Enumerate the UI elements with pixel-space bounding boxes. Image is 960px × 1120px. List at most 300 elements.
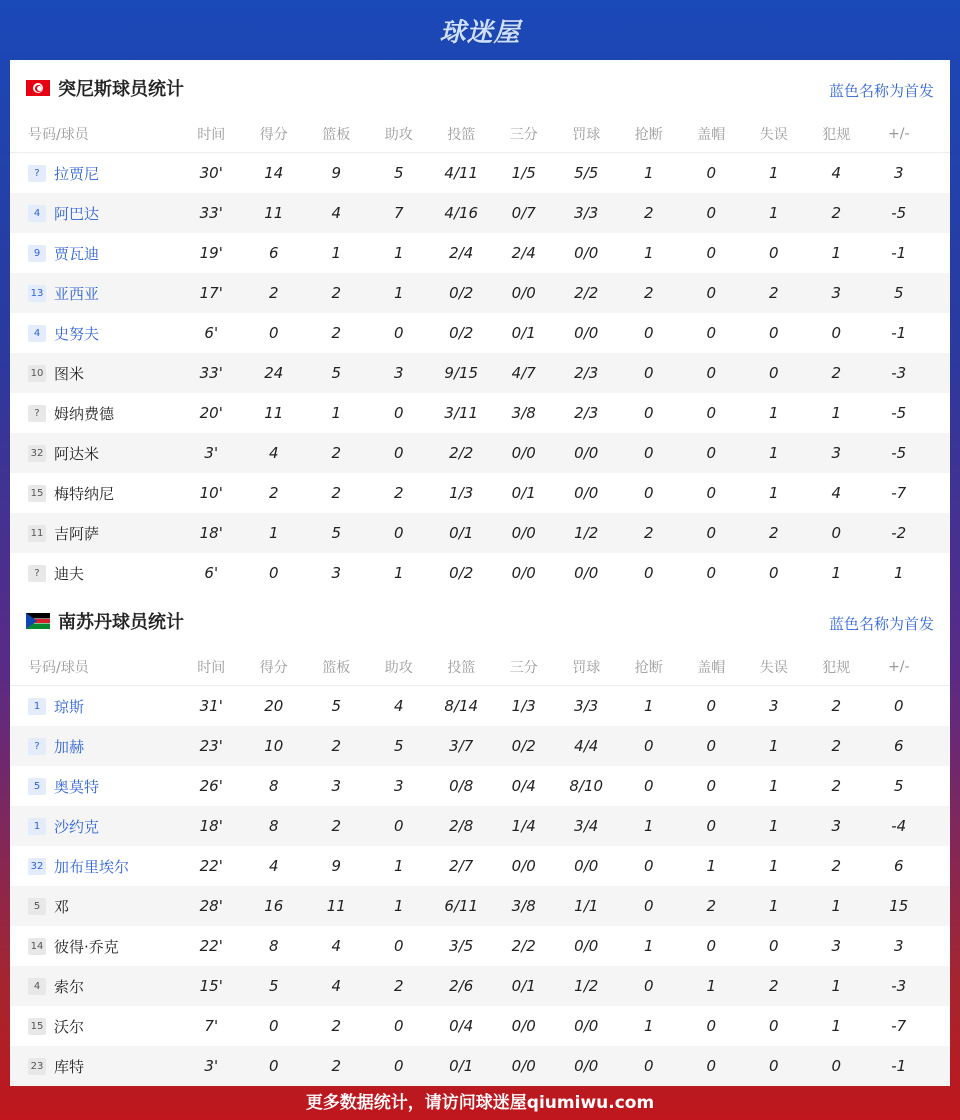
stat-cell: 2 [331,1057,342,1075]
stat-cell: 1/2 [574,977,599,995]
column-header: 助攻 [384,660,413,676]
jersey-number-badge: 5 [28,778,46,795]
stat-cell: 33' [199,204,223,222]
table-row[interactable] [10,886,950,926]
stat-cell: 0/1 [449,1057,474,1075]
player-name[interactable]: 彼得·乔克 [54,937,119,956]
stat-cell: 2 [331,444,342,462]
player-name[interactable]: 吉阿萨 [54,524,100,543]
table-row[interactable] [10,433,950,473]
table-header-row [10,649,950,686]
stat-cell: 0 [831,524,842,542]
stat-cell: 3 [331,564,342,582]
stat-cell: 0 [268,1017,279,1035]
player-cell [10,283,180,304]
player-cell [10,736,180,757]
stat-cell: 1/3 [511,697,536,715]
stat-cell: 1 [331,244,342,262]
table-header-row [10,116,950,153]
stat-cell: 0 [893,697,904,715]
stat-cell: 0 [706,364,717,382]
stat-cell: -1 [891,244,907,262]
table-row[interactable] [10,1006,950,1046]
section-title: 南苏丹球员统计 [58,612,184,633]
stat-cell: 2 [268,484,279,502]
stat-cell: 0 [643,777,654,795]
stat-cell: 6 [268,244,279,262]
stat-cell: 1 [768,204,779,222]
stat-cell: 1 [831,564,842,582]
stat-cell: 6' [204,324,219,342]
stat-cell: 9/15 [444,364,479,382]
stat-cell: 0 [768,937,779,955]
table-row[interactable] [10,766,950,806]
stat-cell: 2 [268,284,279,302]
player-cell [10,776,180,797]
stat-cell: 3 [831,444,842,462]
stat-cell: 0 [393,524,404,542]
section-title: 突尼斯球员统计 [58,79,184,100]
stat-cell: 4 [331,977,342,995]
stat-cell: 28' [199,897,223,915]
stat-cell: 1 [831,404,842,422]
stat-cell: 3/3 [574,204,599,222]
stat-cell: 7 [393,204,404,222]
stat-cell: 2 [331,1017,342,1035]
stat-cell: -2 [891,524,907,542]
starter-legend-note: 蓝色名称为首发 [828,82,934,100]
stat-cell: 2 [331,284,342,302]
stat-cell: 1 [393,857,404,875]
stat-cell: 0/0 [574,1057,599,1075]
jersey-number-badge: 5 [28,898,46,915]
player-cell [10,976,180,997]
stat-cell: 15 [889,897,909,915]
stat-cell: 0/0 [574,484,599,502]
column-header: 抢断 [634,127,663,143]
stat-cell: 0/0 [511,857,536,875]
player-cell [10,563,180,584]
stat-cell: 0/0 [574,444,599,462]
player-cell [10,243,180,264]
stat-cell: 2 [643,284,654,302]
stat-cell: 1 [268,524,279,542]
column-header: +/- [888,126,910,142]
stat-cell: 2 [393,977,404,995]
stat-cell: 4/16 [444,204,479,222]
stat-cell: 0/0 [511,284,536,302]
stat-cell: 0/2 [449,564,474,582]
stat-cell: 0 [643,364,654,382]
stat-cell: 3 [768,697,779,715]
stat-cell: 0 [706,817,717,835]
stat-cell: 0 [268,324,279,342]
stat-cell: 0 [393,1017,404,1035]
stat-cell: 4 [331,937,342,955]
player-name[interactable]: 库特 [54,1057,85,1076]
stat-cell: 1 [831,897,842,915]
stat-cell: 20 [264,697,284,715]
stat-cell: 2 [831,777,842,795]
stat-cell: 0 [643,444,654,462]
column-header: 投篮 [447,127,476,143]
stat-cell: 11 [326,897,346,915]
stat-cell: 9 [331,164,342,182]
stat-cell: 0/0 [511,444,536,462]
stat-cell: 1/2 [574,524,599,542]
stat-cell: 0 [831,324,842,342]
table-row[interactable] [10,806,950,846]
stat-cell: 0 [706,284,717,302]
stat-cell: 33' [199,364,223,382]
stat-cell: 2 [831,737,842,755]
player-cell [10,163,180,184]
table-row[interactable] [10,233,950,273]
column-header: 时间 [197,127,226,143]
stat-cell: 5 [331,697,342,715]
column-header: 号码/球员 [28,127,89,143]
stat-cell: 1 [331,404,342,422]
stat-cell: 0/0 [574,1017,599,1035]
column-header: 失误 [759,127,788,143]
table-row[interactable] [10,273,950,313]
site-logo[interactable]: 球迷屋 [439,17,521,48]
player-cell [10,1056,180,1077]
tunisia-flag-icon [26,80,50,96]
player-name[interactable]: 阿巴达 [54,204,100,223]
stat-cell: 1 [706,977,717,995]
stat-cell: 1 [831,1017,842,1035]
jersey-number-badge: ? [28,565,46,582]
stat-cell: 1 [768,164,779,182]
stat-cell: 6' [204,564,219,582]
stat-cell: 1 [768,444,779,462]
stat-cell: 0/1 [511,324,536,342]
stat-cell: 0 [706,737,717,755]
stat-cell: 1 [893,564,904,582]
column-header: 篮板 [322,660,351,676]
column-header: +/- [888,659,910,675]
stat-cell: 10 [264,737,284,755]
jersey-number-badge: ? [28,405,46,422]
stat-cell: -3 [891,364,907,382]
player-name[interactable]: 奥莫特 [54,777,100,796]
stat-cell: 1/4 [511,817,536,835]
stat-cell: 1 [831,977,842,995]
player-cell [10,816,180,837]
column-header: 篮板 [322,127,351,143]
jersey-number-badge: 15 [28,485,46,502]
player-name[interactable]: 史努夫 [54,324,100,343]
stat-cell: 0 [268,1057,279,1075]
stat-cell: 0 [643,897,654,915]
stat-cell: 18' [199,817,223,835]
player-cell [10,403,180,424]
stat-cell: 6 [893,857,904,875]
player-cell [10,363,180,384]
stat-cell: 18' [199,524,223,542]
table-row[interactable] [10,726,950,766]
stat-cell: 3 [831,284,842,302]
stat-cell: 0/2 [511,737,536,755]
section-header [10,593,950,649]
stat-cell: 0 [268,564,279,582]
stat-cell: 2/4 [511,244,536,262]
stat-cell: -7 [891,1017,907,1035]
stat-cell: 5 [331,524,342,542]
stat-cell: 2/2 [574,284,599,302]
player-name[interactable]: 沙约克 [54,817,100,836]
stat-cell: 1 [643,697,654,715]
column-header: 号码/球员 [28,660,89,676]
stat-cell: 2 [643,204,654,222]
stat-cell: 31' [199,697,223,715]
table-row[interactable] [10,313,950,353]
column-header: 助攻 [384,127,413,143]
jersey-number-badge: 15 [28,1018,46,1035]
stat-cell: 0/0 [574,937,599,955]
stat-cell: -4 [891,817,907,835]
stat-cell: 1 [768,817,779,835]
player-name[interactable]: 梅特纳尼 [54,484,115,503]
stat-cell: 0 [643,977,654,995]
stat-cell: 0 [768,364,779,382]
stat-cell: 2 [393,484,404,502]
column-header: 罚球 [572,127,601,143]
stat-cell: 2/8 [449,817,474,835]
stat-cell: 2/2 [449,444,474,462]
stat-cell: 6/11 [444,897,479,915]
player-name[interactable]: 贾瓦迪 [54,244,100,263]
stat-cell: 4 [268,444,279,462]
stat-cell: 1/1 [574,897,599,915]
stat-cell: -5 [891,204,907,222]
stat-cell: 0 [706,164,717,182]
stat-cell: 10' [199,484,223,502]
table-row[interactable] [10,966,950,1006]
stat-cell: 2 [831,204,842,222]
stat-cell: 0 [768,324,779,342]
stat-cell: 1 [643,244,654,262]
stat-cell: 3 [393,777,404,795]
stat-cell: 0 [643,404,654,422]
stat-cell: 22' [199,857,223,875]
stat-cell: 0 [706,324,717,342]
player-name[interactable]: 加赫 [54,737,85,756]
stat-cell: 0 [831,1057,842,1075]
stat-cell: 1 [643,1017,654,1035]
stat-cell: 0 [706,937,717,955]
stat-cell: 1/5 [511,164,536,182]
footer-banner[interactable] [0,1080,960,1120]
stat-cell: 3 [831,937,842,955]
table-row[interactable] [10,353,950,393]
stat-cell: 0 [393,444,404,462]
column-header: 投篮 [447,660,476,676]
stat-cell: 0 [643,484,654,502]
column-header: 得分 [259,127,288,143]
player-cell [10,443,180,464]
stat-cell: 0/1 [511,484,536,502]
table-row[interactable] [10,926,950,966]
stat-cell: -7 [891,484,907,502]
stat-cell: 2/7 [449,857,474,875]
stat-cell: 2 [831,364,842,382]
stat-cell: 0 [706,697,717,715]
player-name[interactable]: 拉贾尼 [54,164,100,183]
player-name[interactable]: 图米 [54,364,85,383]
stat-cell: 1 [768,737,779,755]
player-name[interactable]: 加布里埃尔 [54,857,130,876]
stat-cell: 0 [393,937,404,955]
stat-cell: 0/0 [574,564,599,582]
stat-cell: 0/0 [511,564,536,582]
player-name[interactable]: 迪夫 [54,564,85,583]
player-cell [10,203,180,224]
stat-cell: 3' [204,1057,219,1075]
stat-cell: 16 [264,897,284,915]
stat-cell: 0/0 [574,857,599,875]
stat-cell: 7' [204,1017,219,1035]
stat-cell: 9 [331,857,342,875]
column-header: 盖帽 [697,127,726,143]
stat-cell: 3/8 [511,404,536,422]
stat-cell: 5 [393,737,404,755]
table-row[interactable] [10,153,950,193]
stat-cell: 17' [199,284,223,302]
stat-cell: 2 [831,857,842,875]
stat-cell: 5 [893,777,904,795]
player-cell [10,323,180,344]
column-header: 失误 [759,660,788,676]
stat-cell: 0 [643,324,654,342]
player-name[interactable]: 沃尔 [54,1017,85,1036]
stat-cell: 2 [706,897,717,915]
stat-cell: 0/0 [574,324,599,342]
stat-cell: 1 [768,777,779,795]
stat-cell: 1 [393,244,404,262]
player-name[interactable]: 索尔 [54,977,85,996]
player-name[interactable]: 亚西亚 [54,284,100,303]
jersey-number-badge: 1 [28,818,46,835]
stat-cell: 0 [768,1017,779,1035]
column-header: 时间 [197,660,226,676]
stat-cell: 3/8 [511,897,536,915]
stat-cell: 0 [706,204,717,222]
stat-cell: 0 [768,564,779,582]
stat-cell: 3 [893,164,904,182]
player-cell [10,483,180,504]
section-header [10,60,950,116]
jersey-number-badge: 32 [28,858,46,875]
stat-cell: 8 [268,777,279,795]
jersey-number-badge: 23 [28,1058,46,1075]
stat-cell: 0/4 [511,777,536,795]
stat-cell: 3' [204,444,219,462]
player-cell [10,896,180,917]
table-row[interactable] [10,846,950,886]
stat-cell: 0/2 [449,324,474,342]
column-header: 得分 [259,660,288,676]
stat-cell: 4 [393,697,404,715]
stat-cell: 3 [393,364,404,382]
player-name[interactable]: 邓 [54,897,70,916]
column-header: 犯规 [822,127,851,143]
stat-cell: 4 [831,484,842,502]
stat-cell: 6 [893,737,904,755]
stat-cell: 1 [831,244,842,262]
column-header: 抢断 [634,660,663,676]
stat-cell: 8 [268,817,279,835]
stat-cell: 0 [706,777,717,795]
team-section [10,60,950,593]
column-header: 犯规 [822,660,851,676]
stat-cell: 8 [268,937,279,955]
table-row[interactable] [10,473,950,513]
stat-cell: 1/3 [449,484,474,502]
stat-cell: 2/6 [449,977,474,995]
stat-cell: 2/2 [511,937,536,955]
stat-cell: 11 [264,404,284,422]
team-sections [10,60,950,1086]
stat-cell: 0 [393,324,404,342]
stat-cell: 2/3 [574,364,599,382]
stat-cell: 2 [768,977,779,995]
table-row[interactable] [10,513,950,553]
player-name[interactable]: 阿达米 [54,444,100,463]
table-row[interactable] [10,553,950,593]
table-row[interactable] [10,193,950,233]
team-section [10,593,950,1086]
stat-cell: 0 [706,444,717,462]
table-row[interactable] [10,393,950,433]
stat-cell: 3 [831,817,842,835]
stat-cell: 0 [706,1057,717,1075]
stat-cell: 1 [768,404,779,422]
stat-cell: 0/0 [574,244,599,262]
column-header: 三分 [509,127,538,143]
stat-cell: 0 [393,404,404,422]
stat-cell: -5 [891,444,907,462]
stat-cell: 0 [643,1057,654,1075]
player-name[interactable]: 琼斯 [54,697,85,716]
stat-cell: 2 [643,524,654,542]
stat-cell: 20' [199,404,223,422]
stat-cell: 0/7 [511,204,536,222]
stats-panel [10,60,950,1080]
jersey-number-badge: ? [28,165,46,182]
stat-cell: 0 [706,524,717,542]
jersey-number-badge: 4 [28,205,46,222]
stat-cell: 1 [393,284,404,302]
jersey-number-badge: 10 [28,365,46,382]
stat-cell: 0 [768,1057,779,1075]
stat-cell: 0/8 [449,777,474,795]
stat-cell: 26' [199,777,223,795]
player-name[interactable]: 姆纳费德 [54,404,115,423]
stat-cell: 5 [268,977,279,995]
jersey-number-badge: 13 [28,285,46,302]
stat-cell: 11 [264,204,284,222]
starter-legend-note: 蓝色名称为首发 [828,615,934,633]
stat-cell: 0/1 [511,977,536,995]
stat-cell: -1 [891,324,907,342]
stat-cell: 0 [706,244,717,262]
stat-cell: 2 [331,324,342,342]
stat-cell: 0/4 [449,1017,474,1035]
table-row[interactable] [10,686,950,726]
stat-cell: 4 [331,204,342,222]
